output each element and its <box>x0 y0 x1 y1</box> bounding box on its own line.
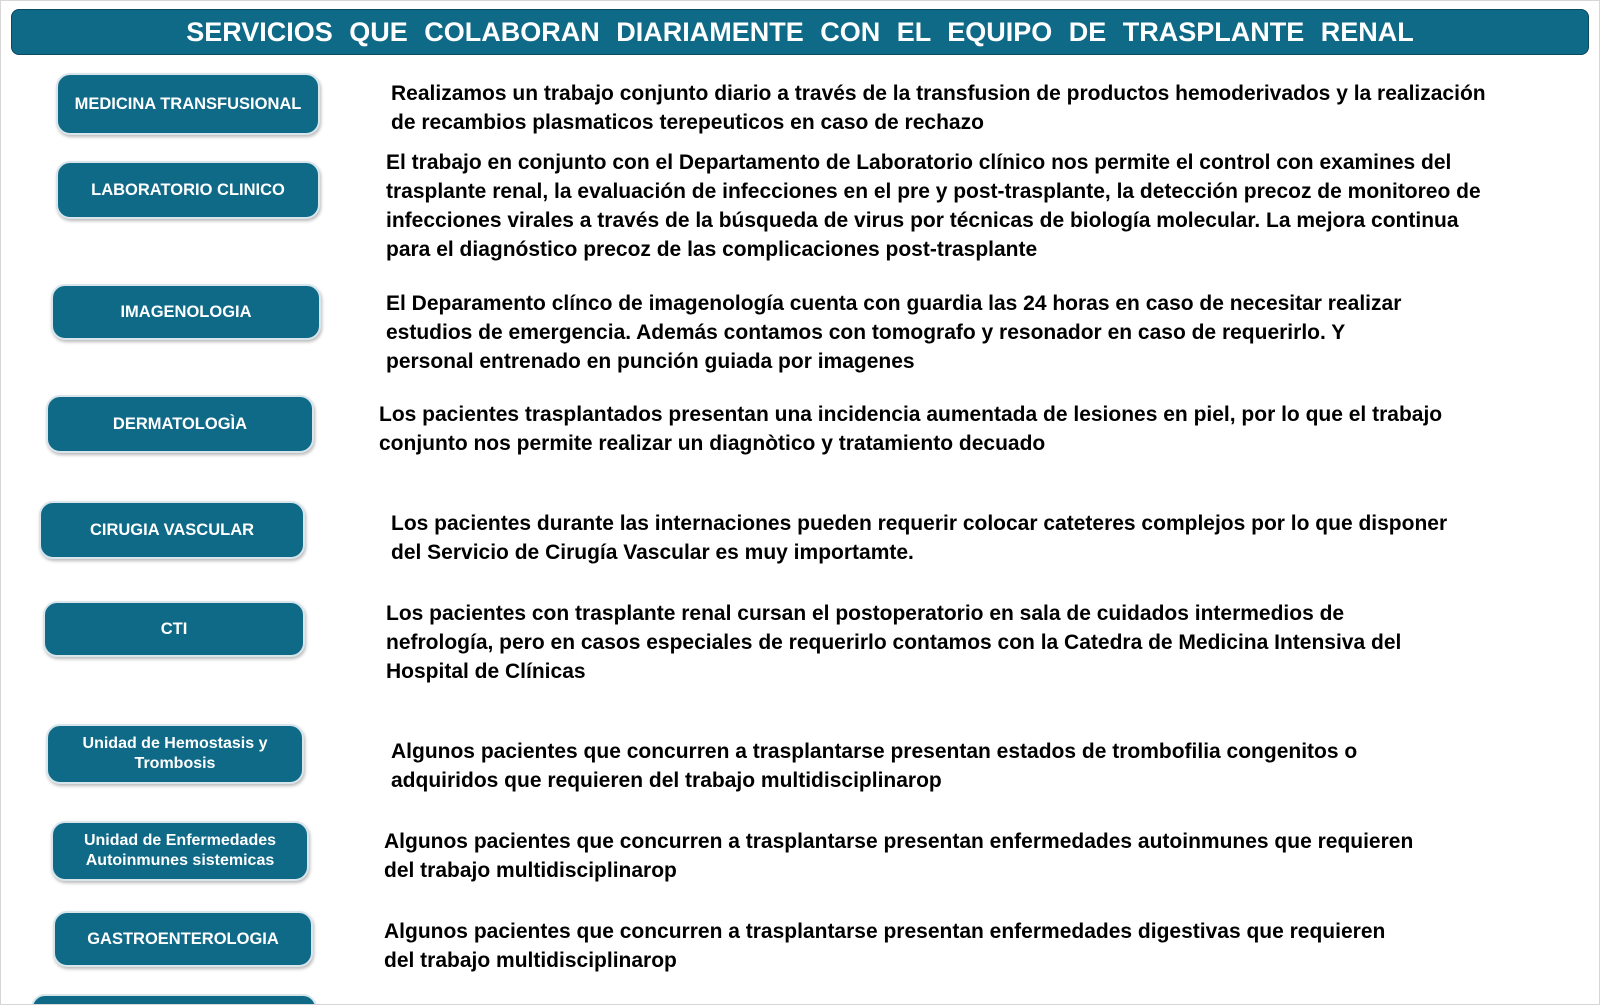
service-button-cirugia-vascular[interactable] <box>39 501 305 559</box>
service-button-label: CTI <box>160 619 188 638</box>
service-description-medicina-transfusional: Realizamos un trabajo conjunto diario a través de la transfusion de productos hemoderivados y la realización de recambios plasmaticos terepeuticos en caso de rechazo <box>391 82 1486 134</box>
service-button-gastroenterologia[interactable] <box>53 911 313 967</box>
service-button-label: DERMATOLOGÌA <box>112 414 248 433</box>
page-title-bar <box>11 9 1589 55</box>
service-button-label: LABORATORIO CLINICO <box>91 180 285 199</box>
service-button-unidad-enfermedades-autoinmunes[interactable] <box>51 821 309 881</box>
service-button-label: CIRUGIA VASCULAR <box>89 520 255 539</box>
service-button-label: Unidad de Enfermedades Autoinmunes sistemicas <box>83 832 277 869</box>
service-description-cirugia-vascular: Los pacientes durante las internaciones pueden requerir colocar cateteres complejos por lo que disponer del Servicio de Cirugía Vascular es muy importamte. <box>391 512 1448 564</box>
service-button-label: IMAGENOLOGIA <box>120 302 252 321</box>
service-description-imagenologia: El Deparamento clínco de imagenología cuenta con guardia las 24 horas en caso de necesitar realizar estudios de emergencia. Además contamos con tomografo y resonador en caso de requerirlo. Y personal entrenado en punción guiada por imagenes <box>386 292 1402 373</box>
service-button-label: GASTROENTEROLOGIA <box>87 929 279 948</box>
page-title: SERVICIOS QUE COLABORAN DIARIAMENTE CON EL EQUIPO DE TRASPLANTE RENAL <box>186 16 1414 47</box>
service-button-laboratorio-clinico[interactable] <box>56 161 320 219</box>
service-description-unidad-enfermedades-autoinmunes: Algunos pacientes que concurren a trasplantarse presentan enfermedades autoinmunes que requieren del trabajo multidisciplinarop <box>384 830 1414 882</box>
service-button-label: MEDICINA TRANSFUSIONAL <box>74 94 302 113</box>
service-description-cti: Los pacientes con trasplante renal cursan el postoperatorio en sala de cuidados intermedios de nefrología, pero en casos especiales de requerirlo contamos con la Catedra de Medicina Intensiva del Hospital de Clínicas <box>386 602 1402 683</box>
service-button-label: Unidad de Hemostasis y Trombosis <box>82 735 268 772</box>
service-description-unidad-hemostasis-trombosis: Algunos pacientes que concurren a trasplantarse presentan estados de trombofilia congenitos o adquiridos que requieren del trabajo multidisciplinarop <box>391 740 1358 792</box>
service-description-gastroenterologia: Algunos pacientes que concurren a trasplantarse presentan enfermedades digestivas que requieren del trabajo multidisciplinarop <box>384 920 1386 972</box>
service-description-dermatologia: Los pacientes trasplantados presentan una incidencia aumentada de lesiones en piel, por lo que el trabajo conjunto nos permite realizar un diagnòtico y tratamiento decuado <box>379 403 1443 455</box>
service-button-medicina-transfusional[interactable] <box>56 73 320 135</box>
service-button-cti[interactable] <box>43 601 305 657</box>
service-button-dermatologia[interactable] <box>46 395 314 453</box>
service-button-unidad-hemostasis-trombosis[interactable] <box>46 724 304 784</box>
cutoff-service-button <box>31 994 317 1005</box>
service-description-laboratorio-clinico: El trabajo en conjunto con el Departamento de Laboratorio clínico nos permite el control con examines del trasplante renal, la evaluación de infecciones en el pre y post-trasplante, la detección precoz de monitoreo de infecciones virales a través de la búsqueda de virus por técnicas de biología molecular. La mejora continua para el diagnóstico precoz de las complicaciones post-trasplante <box>386 151 1481 261</box>
service-button-imagenologia[interactable] <box>51 284 321 340</box>
